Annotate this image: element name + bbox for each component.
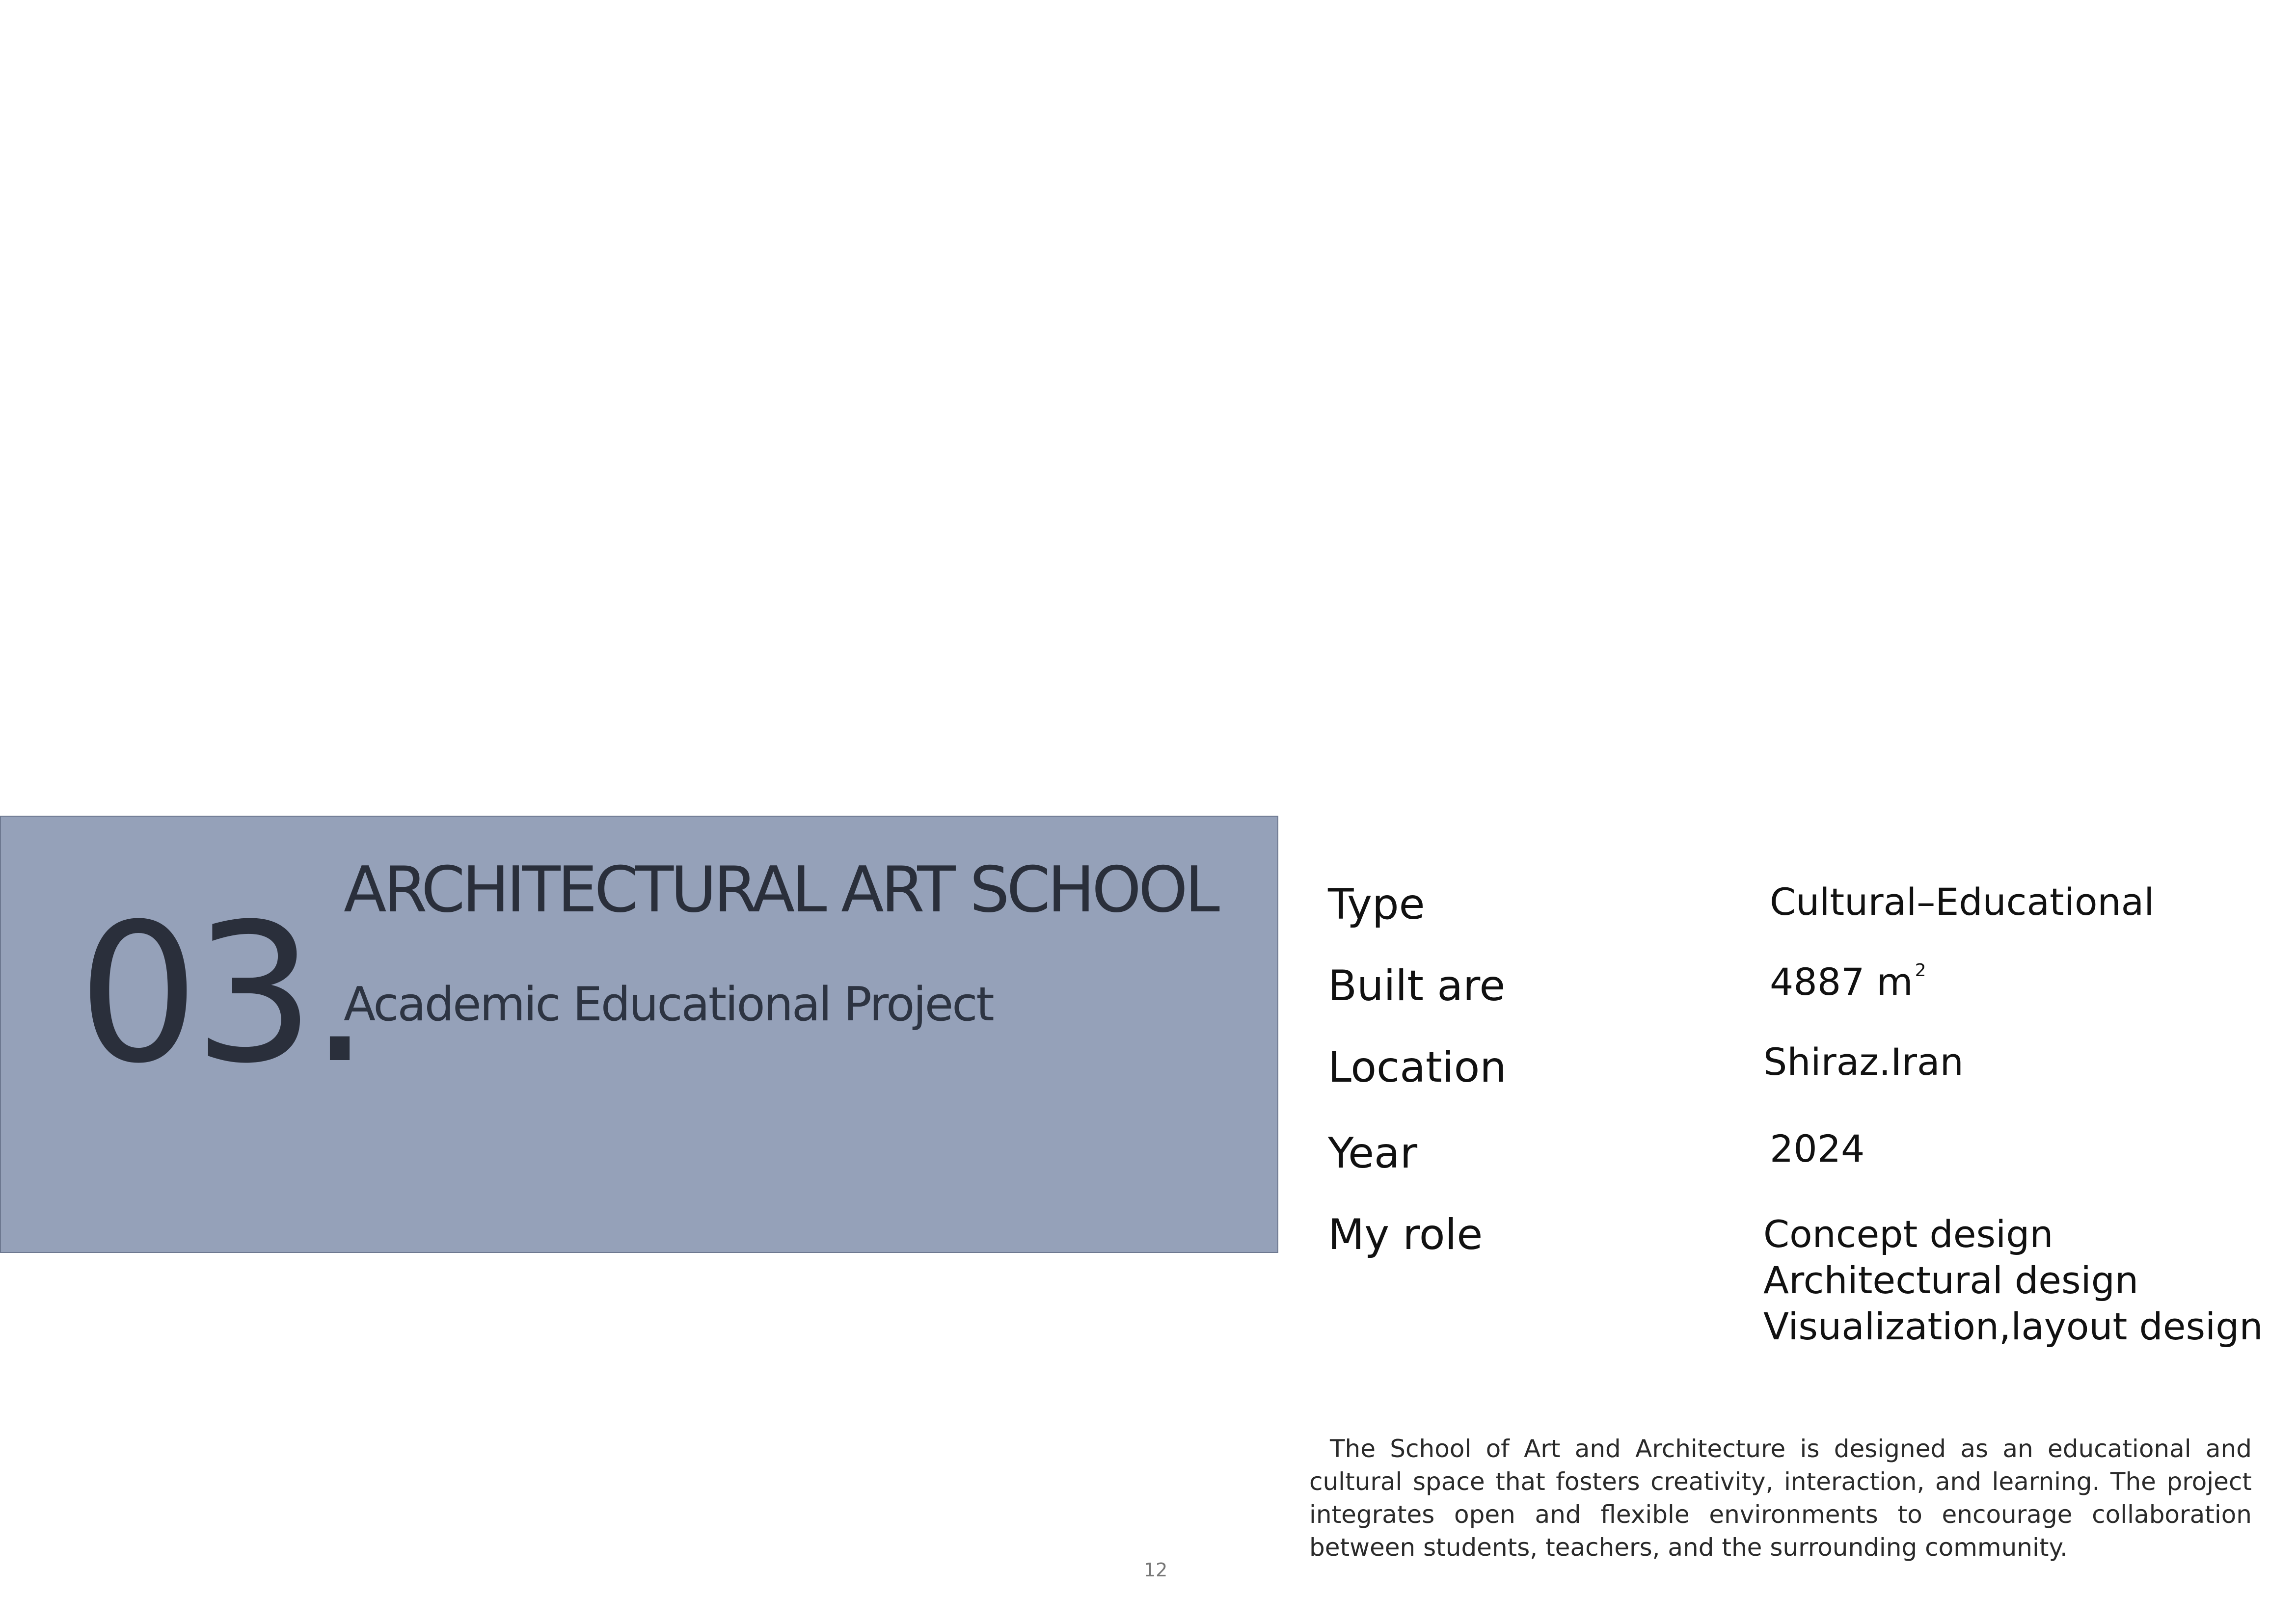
type-value: Cultural–Educational — [1770, 880, 2155, 924]
project-title: ARCHITECTURAL ART SCHOOL — [344, 853, 1217, 927]
project-subtitle: Academic Educational Project — [344, 978, 993, 1032]
built-area-value — [1770, 960, 1926, 1004]
built-area-unit-superscript: 2 — [1915, 960, 1926, 981]
built-area-label: Built are — [1328, 961, 1506, 1011]
built-area-number: 4887 m — [1770, 960, 1913, 1004]
role-list — [1763, 1211, 2263, 1350]
project-number: 03. — [78, 882, 365, 1105]
location-label: Location — [1328, 1043, 1507, 1092]
location-value: Shiraz.Iran — [1763, 1040, 1964, 1084]
year-value: 2024 — [1770, 1127, 1865, 1171]
page-number: 12 — [1144, 1559, 1168, 1581]
role-item: Visualization,layout design — [1763, 1304, 2263, 1348]
type-label: Type — [1328, 880, 1425, 929]
project-description: The School of Art and Architecture is designed as an educational and cultural space that fosters creativity, interaction, and learning. The project integrates open and flexible environments to encourage collaboration between students, teachers, and the surrounding community. — [1309, 1435, 2252, 1562]
role-item: Architectural design — [1763, 1258, 2139, 1302]
role-label: My role — [1328, 1210, 1483, 1259]
role-item: Concept design — [1763, 1212, 2053, 1256]
year-label: Year — [1328, 1129, 1418, 1178]
